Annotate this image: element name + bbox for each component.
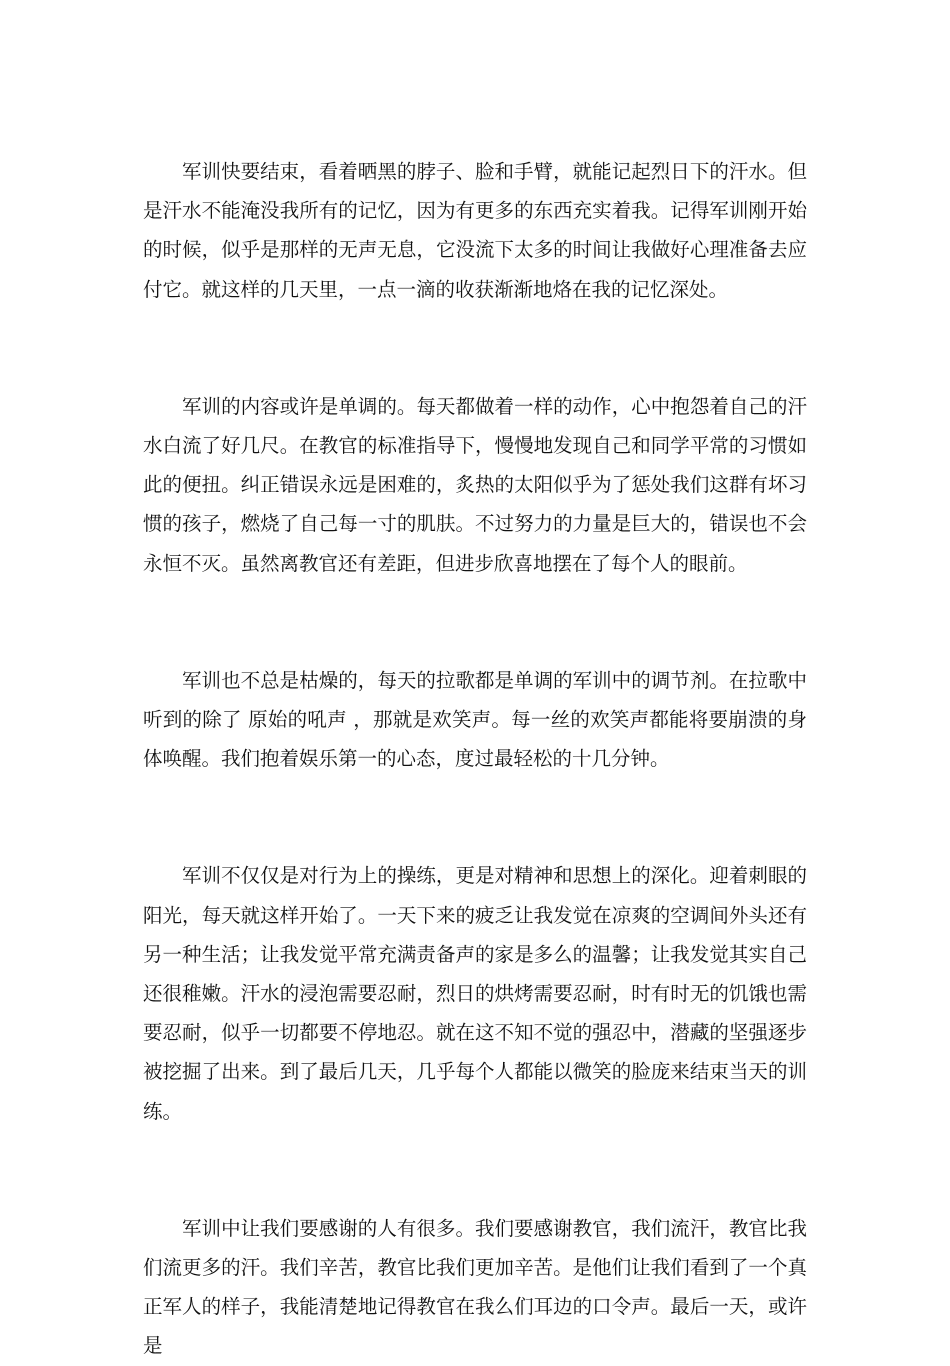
document-body — [143, 152, 807, 1366]
paragraph-1: 军训快要结束，看着晒黑的脖子、脸和手臂，就能记起烈日下的汗水。但是汗水不能淹没我所有的记忆，因为有更多的东西充实着我。记得军训刚开始的时候，似乎是那样的无声无息，它没流下太多的时间让我做好心理准备去应付它。就这样的几天里，一点一滴的收获渐渐地烙在我的记忆深处。 — [143, 160, 807, 301]
paragraph-3: 军训也不总是枯燥的，每天的拉歌都是单调的军训中的调节剂。在拉歌中听到的除了 原始的吼声 ，那就是欢笑声。每一丝的欢笑声都能将要崩溃的身体唤醒。我们抱着娱乐第一的心态，度过最轻松的十几分钟。 — [143, 668, 807, 771]
paragraph-2: 军训的内容或许是单调的。每天都做着一样的动作，心中抱怨着自己的汗水白流了好几尺。在教官的标准指导下，慢慢地发现自己和同学平常的习惯如此的便扭。纠正错误永远是困难的，炙热的太阳似乎为了惩处我们这群有坏习惯的孩子，燃烧了自己每一寸的肌肤。不过努力的力量是巨大的，错误也不会永恒不灭。虽然离教官还有差距，但进步欣喜地摆在了每个人的眼前。 — [143, 394, 807, 575]
paragraph-5: 军训中让我们要感谢的人有很多。我们要感谢教官，我们流汗，教官比我们流更多的汗。我们辛苦，教官比我们更加辛苦。是他们让我们看到了一个真正军人的样子，我能清楚地记得教官在我么们耳边的口令声。最后一天，或许是 — [143, 1216, 807, 1358]
paragraph-4: 军训不仅仅是对行为上的操练，更是对精神和思想上的深化。迎着刺眼的阳光，每天就这样开始了。一天下来的疲乏让我发觉在凉爽的空调间外头还有另一种生活；让我发觉平常充满责备声的家是多么的温馨；让我发觉其实自己还很稚嫩。汗水的浸泡需要忍耐，烈日的烘烤需要忍耐，时有时无的饥饿也需要忍耐，似乎一切都要不停地忍。就在这不知不觉的强忍中，潜藏的坚强逐步被挖掘了出来。到了最后几天，几乎每个人都能以微笑的脸庞来结束当天的训练。 — [143, 864, 807, 1123]
